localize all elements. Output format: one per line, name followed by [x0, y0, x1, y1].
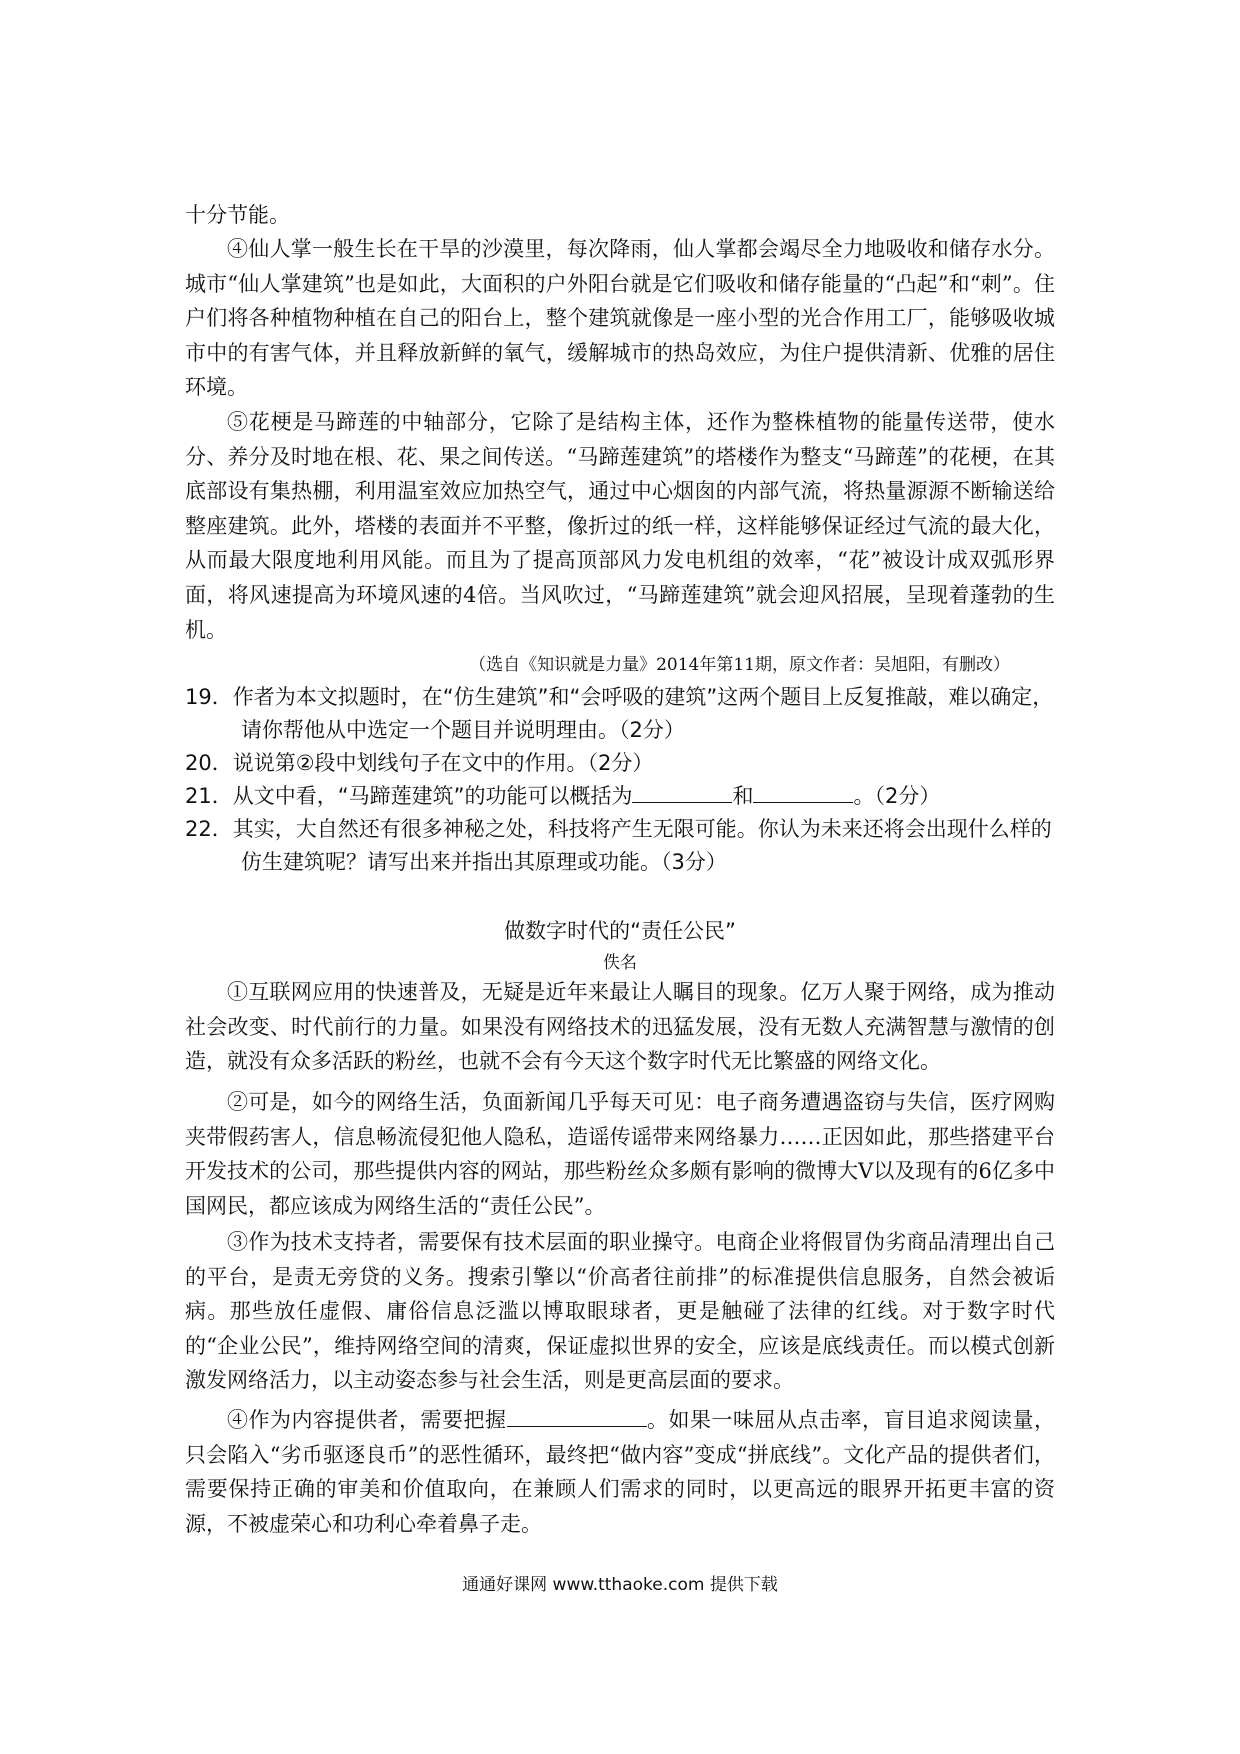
- article2-paragraph-4: [185, 1403, 1055, 1541]
- article2-paragraph-4-prefix: ④作为内容提供者，需要把握: [227, 1408, 507, 1432]
- question-21-prefix: 21．从文中看，“马蹄莲建筑”的功能可以概括为: [185, 784, 633, 808]
- answer-blank-2[interactable]: [753, 780, 853, 803]
- article2-author: 佚名: [603, 953, 637, 973]
- question-19: 19．作者为本文拟题时，在“仿生建筑”和“会呼吸的建筑”这两个题目上反复推敲，难以确定，请你帮他从中选定一个题目并说明理由。（2分）: [185, 685, 1054, 742]
- article2-paragraph-3: ③作为技术支持者，需要保有技术层面的职业操守。电商企业将假冒伪劣商品清理出自己的平台，是责无旁贷的义务。搜索引擎以“价高者往前排”的标准提供信息服务，自然会被诟病。那些放任虚假、庸俗信息泛滥以博取眼球者，更是触碰了法律的红线。对于数字时代的“企业公民”，维持网络空间的清爽，保证虚拟世界的安全，应该是底线责任。而以模式创新激发网络活力，以主动姿态参与社会生活，则是更高层面的要求。: [185, 1230, 1055, 1393]
- question-22: 22．其实，大自然还有很多神秘之处，科技将产生无限可能。你认为未来还将会出现什么样的仿生建筑呢？请写出来并指出其原理或功能。（3分）: [185, 817, 1052, 874]
- question-21-middle: 和: [732, 784, 754, 808]
- paragraph-blank[interactable]: [507, 1404, 647, 1427]
- article2-paragraph-4-suffix: 。如果一味屈从点击率，盲目追求阅读量，只会陷入“劣币驱逐良币”的恶性循环，最终把“做内容”变成“拼底线”。文化产品的提供者们，需要保持正确的审美和价值取向，在兼顾人们需求的同时，以更高远的眼界开拓更丰富的资源，不被虚荣心和功利心牵着鼻子走。: [185, 1408, 1055, 1536]
- page-footer: 通通好课网 www.tthaoke.com 提供下载: [462, 1575, 778, 1595]
- article1-paragraph-continuation: 十分节能。: [185, 203, 290, 227]
- article2-paragraph-1: ①互联网应用的快速普及，无疑是近年来最让人瞩目的现象。亿万人聚于网络，成为推动社会改变、时代前行的力量。如果没有网络技术的迅猛发展，没有无数人充满智慧与激情的创造，就没有众多活跃的粉丝，也就不会有今天这个数字时代无比繁盛的网络文化。: [185, 980, 1055, 1074]
- article1-source: （选自《知识就是力量》2014年第11期，原文作者：吴旭阳，有删改）: [469, 655, 1010, 675]
- article2-paragraph-2: ②可是，如今的网络生活，负面新闻几乎每天可见：电子商务遭遇盗窃与失信，医疗网购夹带假药害人，信息畅流侵犯他人隐私，造谣传谣带来网络暴力……正因如此，那些搭建平台开发技术的公司，那些提供内容的网站，那些粉丝众多颇有影响的微博大V以及现有的6亿多中国网民，都应该成为网络生活的“责任公民”。: [185, 1090, 1055, 1218]
- answer-blank-1[interactable]: [632, 780, 732, 803]
- question-21-suffix: 。（2分）: [853, 784, 941, 808]
- question-20: 20．说说第②段中划线句子在文中的作用。（2分）: [185, 751, 654, 775]
- article2-title: 做数字时代的“责任公民”: [504, 919, 736, 943]
- article1-paragraph-5: ⑤花梗是马蹄莲的中轴部分，它除了是结构主体，还作为整株植物的能量传送带，使水分、养分及时地在根、花、果之间传送。“马蹄莲建筑”的塔楼作为整支“马蹄莲”的花梗，在其底部设有集热棚，利用温室效应加热空气，通过中心烟囱的内部气流，将热量源源不断输送给整座建筑。此外，塔楼的表面并不平整，像折过的纸一样，这样能够保证经过气流的最大化，从而最大限度地利用风能。而且为了提高顶部风力发电机组的效率，“花”被设计成双弧形界面，将风速提高为环境风速的4倍。当风吹过，“马蹄莲建筑”就会迎风招展，呈现着蓬勃的生机。: [185, 410, 1055, 642]
- article1-paragraph-4: ④仙人掌一般生长在干旱的沙漠里，每次降雨，仙人掌都会竭尽全力地吸收和储存水分。城市“仙人掌建筑”也是如此，大面积的户外阳台就是它们吸收和储存能量的“凸起”和“刺”。住户们将各种植物种植在自己的阳台上，整个建筑就像是一座小型的光合作用工厂，能够吸收城市中的有害气体，并且释放新鲜的氧气，缓解城市的热岛效应，为住户提供清新、优雅的居住环境。: [185, 237, 1055, 400]
- question-21: [185, 780, 1055, 813]
